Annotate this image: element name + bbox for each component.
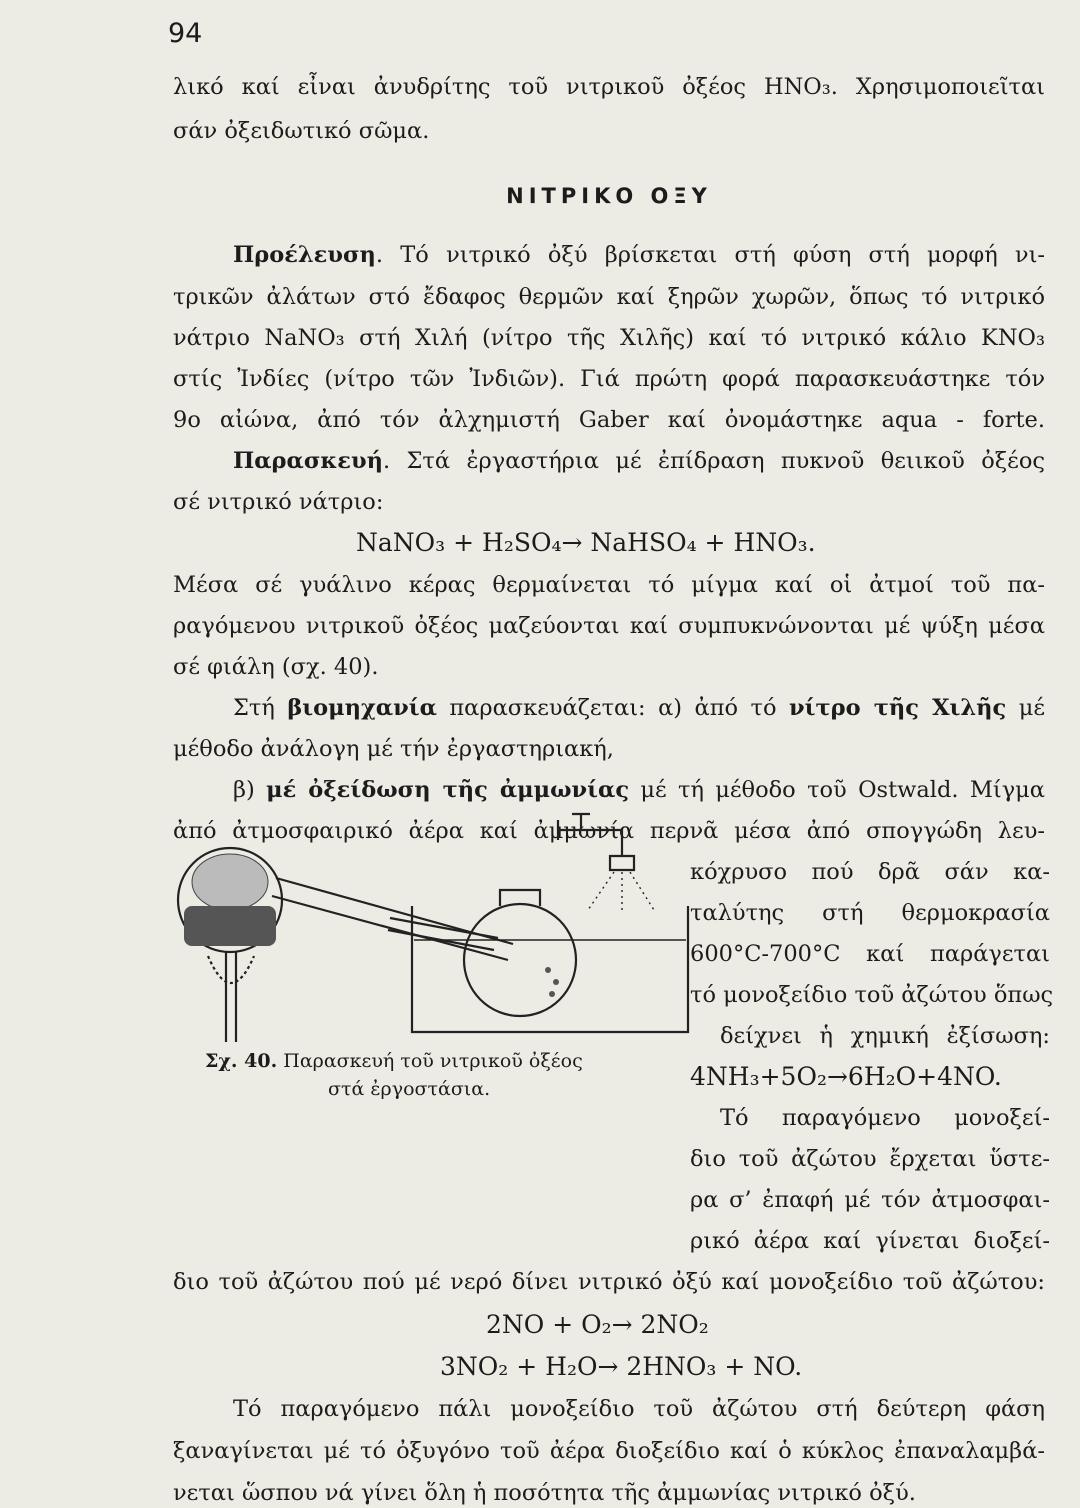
text-run: μέ τή μέθοδο τοῦ Ostwald. Μίγμα xyxy=(629,777,1046,803)
text-run: παρασκευάζεται: α) ἀπό τό xyxy=(436,695,789,721)
equation-lab: NaNO₃ + H₂SO₄→ NaHSO₄ + HNO₃. xyxy=(356,528,816,557)
text-line: νάτριο NaNO₃ στή Χιλή (νίτρο τῆς Χιλῆς) καί τό νιτρικό κάλιο KNO₃ xyxy=(173,325,1045,351)
cooling-tube xyxy=(388,918,498,950)
text-line: 600°C-700°C καί παράγεται xyxy=(690,941,1050,967)
receiving-flask xyxy=(464,904,576,1016)
text-line: λικό καί εἶναι ἀνυδρίτης τοῦ νιτρικοῦ ὀξέος HNO₃. Χρησιμοποιεῖται xyxy=(173,74,1045,100)
paragraph-preparation xyxy=(173,446,1045,476)
text-run: . Τό νιτρικό ὀξύ βρίσκεται στή φύση στή μορφή νι- xyxy=(375,242,1045,268)
stand-rod xyxy=(226,952,236,1042)
flask-droplet xyxy=(553,979,559,985)
flask-droplet xyxy=(545,967,551,973)
text-line: διο τοῦ ἀζώτου πού μέ νερό δίνει νιτρικό ὀξύ καί μονοξείδιο τοῦ ἀζώτου: xyxy=(173,1269,1045,1295)
term-nitro-chilis: νίτρο τῆς Χιλῆς xyxy=(788,695,1007,721)
text-line: σέ φιάλη (σχ. 40). xyxy=(173,654,379,680)
text-line: σάν ὀξειδωτικό σῶμα. xyxy=(173,118,430,144)
retort-liquid xyxy=(184,906,276,946)
text-line: μέθοδο ἀνάλογη μέ τήν ἐργαστηριακή, xyxy=(173,736,614,762)
text-line: ταλύτης στή θερμοκρασία xyxy=(690,900,1050,926)
text-run: μέ xyxy=(1006,695,1045,721)
term-paraskeui: Παρασκευή xyxy=(233,448,383,474)
paragraph-ostwald xyxy=(173,775,1045,805)
apparatus-figure xyxy=(168,810,690,1042)
text-line: ρα σ’ ἐπαφή μέ τόν ἀτμοσφαι- xyxy=(690,1187,1050,1213)
text-line: 9ο αἰώνα, ἀπό τόν ἀλχημιστή Gaber καί ὀνομάστηκε aqua - forte. xyxy=(173,407,1045,433)
text-line: στίς Ἰνδίες (νίτρο τῶν Ἰνδιῶν). Γιά πρώτη φορά παρασκευάστηκε τόν xyxy=(173,366,1045,392)
text-line: ἀπό ἀτμοσφαιρικό ἀέρα καί ἀμμωνία περνᾶ μέσα ἀπό σπογγώδη λευ- xyxy=(173,818,1045,844)
paragraph-origin xyxy=(173,240,1045,270)
retort-vapor xyxy=(192,854,268,910)
text-line: ρικό ἀέρα καί γίνεται διοξεί- xyxy=(690,1228,1050,1254)
text-run: β) xyxy=(233,777,267,803)
text-line: ξαναγίνεται μέ τό ὀξυγόνο τοῦ ἀέρα διοξείδιο καί ὁ κύκλος ἐπαναλαμβά- xyxy=(173,1438,1045,1464)
equation-no2: 2NO + O₂→ 2NO₂ xyxy=(486,1310,709,1339)
text-line: νεται ὥσπου νά γίνει ὅλη ἡ ποσότητα τῆς ἀμμωνίας νιτρικό ὀξύ. xyxy=(173,1480,916,1506)
term-oxeidosi: μέ ὀξείδωση τῆς ἀμμωνίας xyxy=(266,777,630,803)
text-run: . Στά ἐργαστήρια μέ ἐπίδραση πυκνοῦ θειικοῦ ὀξέος xyxy=(382,448,1045,474)
text-run: Στή xyxy=(233,695,288,721)
burner-flame xyxy=(208,956,254,983)
text-line: διο τοῦ ἀζώτου ἔρχεται ὕστε- xyxy=(690,1146,1050,1172)
water-spray xyxy=(588,872,654,914)
equation-ammonia: 4NH₃+5O₂→6H₂O+4NO. xyxy=(690,1062,1002,1091)
text-run: Τό παραγόμενο πάλι μονοξείδιο τοῦ ἀζώτου στή δεύτερη φάση xyxy=(233,1396,1045,1422)
text-line: Τό παραγόμενο μονοξεί- xyxy=(720,1105,1050,1131)
term-biomichania: βιομηχανία xyxy=(287,695,437,721)
paragraph-industry xyxy=(173,693,1045,723)
text-line: σέ νιτρικό νάτριο: xyxy=(173,489,384,515)
text-line: Μέσα σέ γυάλινο κέρας θερμαίνεται τό μίγμα καί οἱ ἀτμοί τοῦ πα- xyxy=(173,572,1045,598)
text-line: τό μονοξείδιο τοῦ ἀζώτου ὅπως xyxy=(690,982,1054,1008)
caption-label: Σχ. 40. xyxy=(205,1050,278,1072)
text-line: κόχρυσο πού δρᾶ σάν κα- xyxy=(690,859,1050,885)
figure-caption xyxy=(205,1050,583,1072)
paragraph-cycle xyxy=(173,1394,1045,1424)
faucet xyxy=(558,814,634,870)
text-line: δείχνει ἡ χημική ἐξίσωση: xyxy=(720,1023,1050,1049)
equation-hno3: 3NO₂ + H₂O→ 2HNO₃ + NO. xyxy=(440,1352,803,1381)
page-number: 94 xyxy=(168,18,203,49)
section-heading: ΝΙΤΡΙΚΟ ΟΞΥ xyxy=(506,184,712,208)
text-line: τρικῶν ἀλάτων στό ἔδαφος θερμῶν καί ξηρῶν χωρῶν, ὅπως τό νιτρικό xyxy=(173,284,1045,310)
term-proeleusi: Προέλευση xyxy=(233,242,376,268)
caption-text: Παρασκευή τοῦ νιτρικοῦ ὀξέος xyxy=(283,1050,583,1072)
flask-droplet xyxy=(549,991,555,997)
figure-caption-line2: στά ἐργοστάσια. xyxy=(328,1078,491,1100)
text-line: ραγόμενου νιτρικοῦ ὀξέος μαζεύονται καί συμπυκνώνονται μέ ψύξη μέσα xyxy=(173,613,1045,639)
